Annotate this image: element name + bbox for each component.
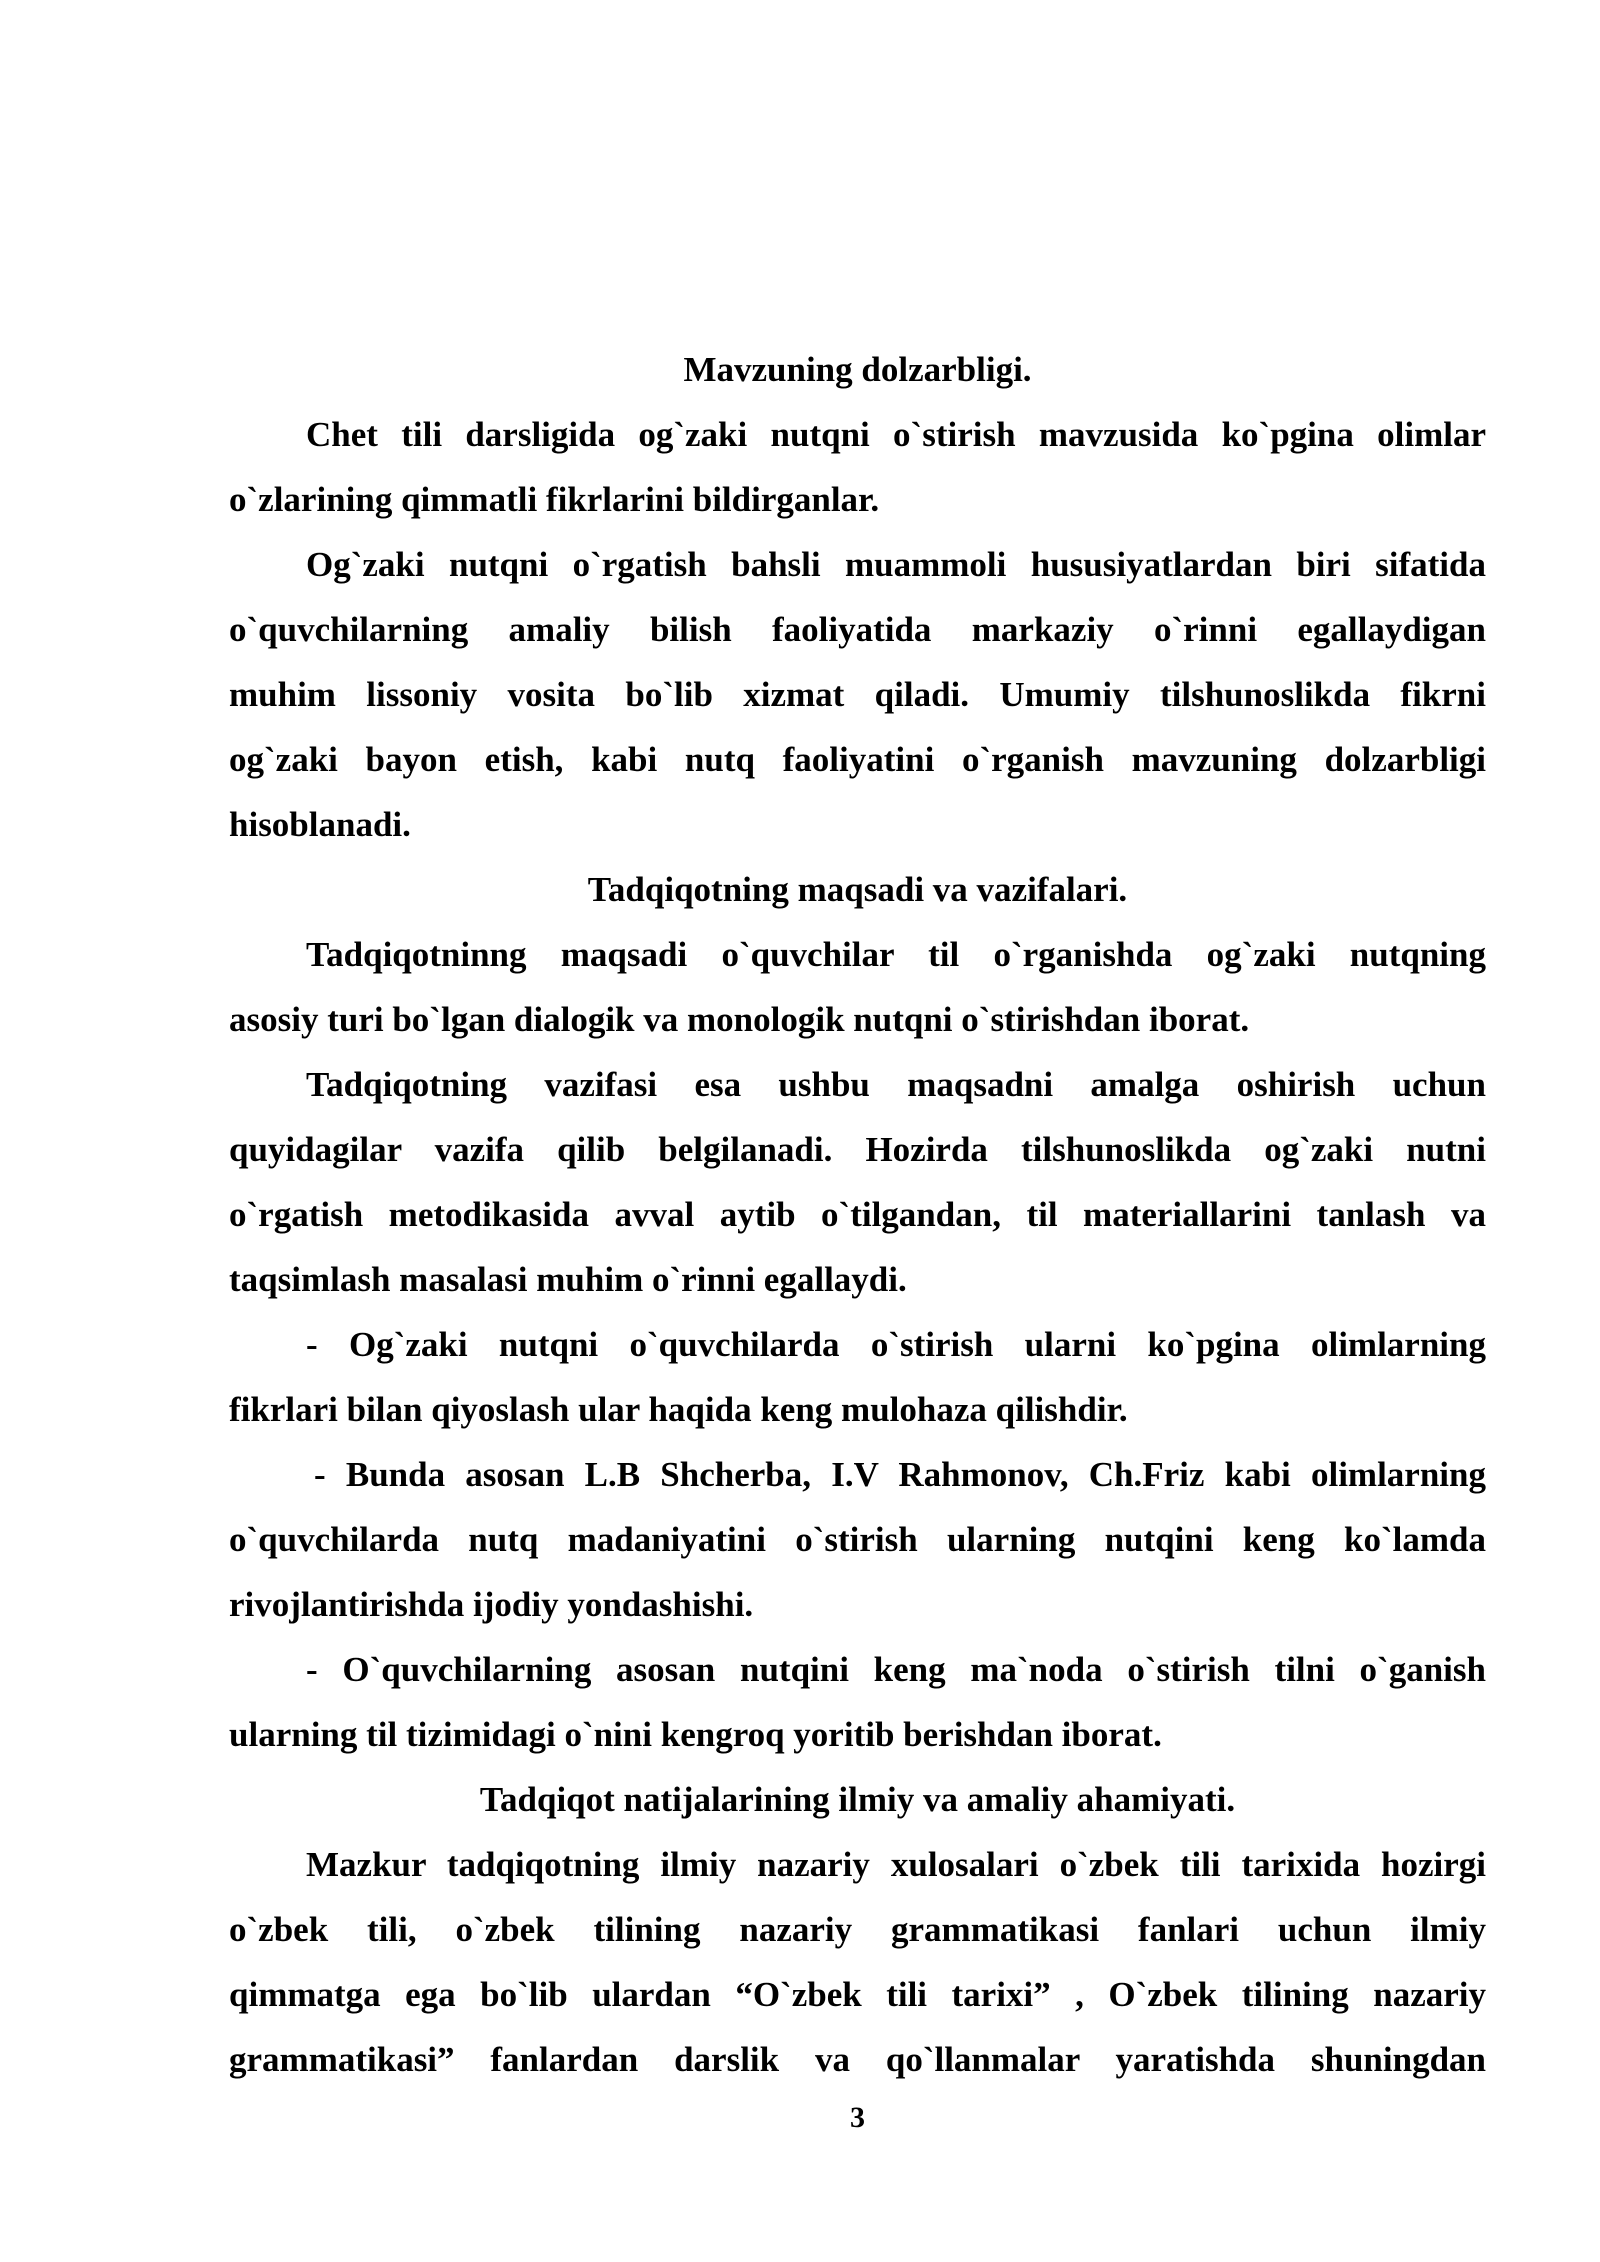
paragraph-line: hisoblanadi. — [229, 805, 411, 844]
heading-significance: Tadqiqot natijalarining ilmiy va amaliy ahamiyati. — [479, 1780, 1236, 1819]
heading-relevance: Mavzuning dolzarbligi. — [683, 350, 1032, 389]
paragraph-line: Tadqiqotning vazifasi esa ushbu maqsadni amalga oshirish uchun — [306, 1065, 1486, 1104]
paragraph-line: Tadqiqotninng maqsadi o`quvchilar til o`rganishda og`zaki nutqning — [306, 935, 1486, 974]
paragraph-line: Og`zaki nutqni o`rgatish bahsli muammoli hususiyatlardan biri sifatida — [306, 545, 1486, 584]
paragraph-line: grammatikasi” fanlardan darslik va qo`llanmalar yaratishda shuningdan — [229, 2040, 1486, 2079]
paragraph-line: o`rgatish metodikasida avval aytib o`tilgandan, til materiallarini tanlash va — [229, 1195, 1486, 1234]
list-item-line: ularning til tizimidagi o`nini kengroq yoritib berishdan iborat. — [229, 1715, 1162, 1754]
page-number: 3 — [850, 2101, 865, 2134]
paragraph-line: og`zaki bayon etish, kabi nutq faoliyatini o`rganish mavzuning dolzarbligi — [229, 740, 1486, 779]
paragraph-line: o`zlarining qimmatli fikrlarini bildirganlar. — [229, 480, 880, 519]
list-item-line: rivojlantirishda ijodiy yondashishi. — [229, 1585, 754, 1624]
paragraph-line: Chet tili darsligida og`zaki nutqni o`stirish mavzusida ko`pgina olimlar — [306, 415, 1486, 454]
paragraph-line: taqsimlash masalasi muhim o`rinni egallaydi. — [229, 1260, 907, 1299]
list-item-line: - Og`zaki nutqni o`quvchilarda o`stirish ularni ko`pgina olimlarning — [306, 1325, 1486, 1364]
paragraph-line: qimmatga ega bo`lib ulardan “O`zbek tili tarixi” , O`zbek tilining nazariy — [229, 1975, 1486, 2014]
list-item-line: - Bunda asosan L.B Shcherba, I.V Rahmonov, Ch.Friz kabi olimlarning — [314, 1455, 1486, 1494]
heading-goals: Tadqiqotning maqsadi va vazifalari. — [587, 870, 1128, 909]
paragraph-line: o`quvchilarning amaliy bilish faoliyatida markaziy o`rinni egallaydigan — [229, 610, 1486, 649]
paragraph-line: asosiy turi bo`lgan dialogik va monologik nutqni o`stirishdan iborat. — [229, 1000, 1250, 1039]
paragraph-line: Mazkur tadqiqotning ilmiy nazariy xulosalari o`zbek tili tarixida hozirgi — [306, 1845, 1486, 1884]
list-item-line: - O`quvchilarning asosan nutqini keng ma`noda o`stirish tilni o`ganish — [306, 1650, 1486, 1689]
paragraph-line: o`zbek tili, o`zbek tilining nazariy grammatikasi fanlari uchun ilmiy — [229, 1910, 1486, 1949]
document-page — [229, 0, 1486, 2262]
paragraph-line: muhim lissoniy vosita bo`lib xizmat qiladi. Umumiy tilshunoslikda fikrni — [229, 675, 1486, 714]
list-item-line: o`quvchilarda nutq madaniyatini o`stirish ularning nutqini keng ko`lamda — [229, 1520, 1486, 1559]
list-item-line: fikrlari bilan qiyoslash ular haqida keng mulohaza qilishdir. — [229, 1390, 1128, 1429]
paragraph-line: quyidagilar vazifa qilib belgilanadi. Hozirda tilshunoslikda og`zaki nutni — [229, 1130, 1486, 1169]
